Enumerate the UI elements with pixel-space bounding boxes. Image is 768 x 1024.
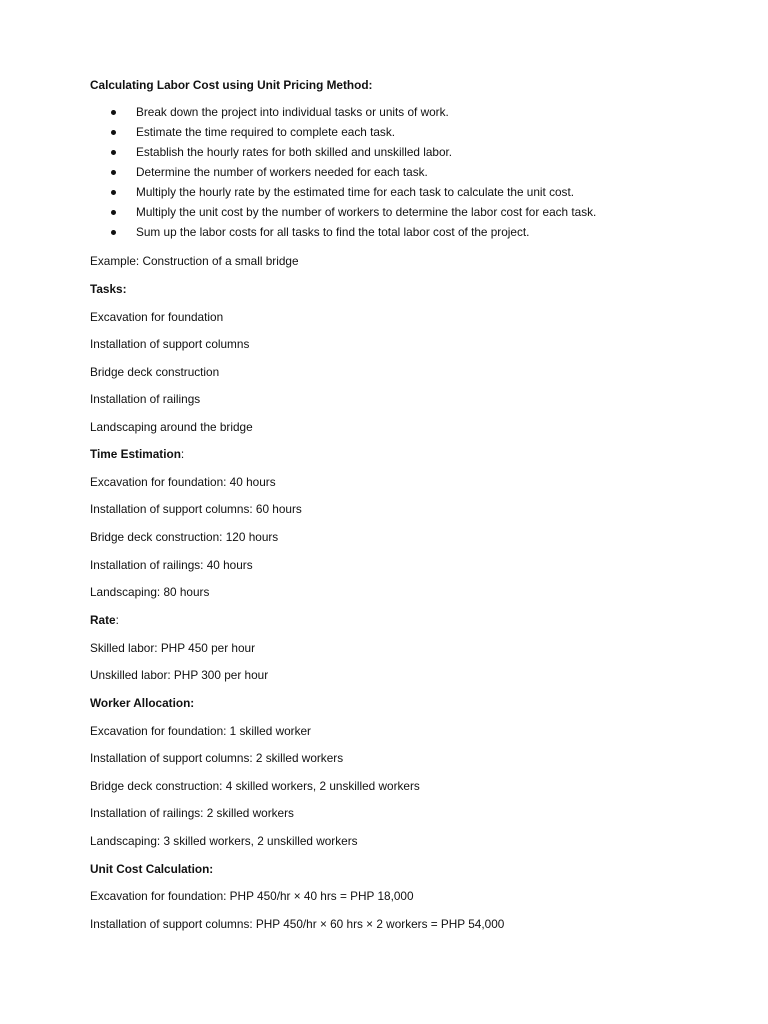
document-page: Calculating Labor Cost using Unit Pricing Method: Break down the project into individual tasks or units of work. Estimate the time required to complete each task. Establish the hourly rates for both skilled and unskilled labor. Determine the number of workers needed for each task. Multiply the hourly rate by the estimated time for each task to calculate the unit cost. Multiply the unit cost by the number of workers to determine the labor cost for each task. Sum up the labor costs for all tasks to find the total labor cost of the project. Example: Construction of a small bridge Tasks: Excavation for foundation Installation of support columns Bridge deck construction Installation of railings Landscaping around the bridge Time Estimation: Excavation for foundation: 40 hours Installation of support columns: 60 hours Bridge deck construction: 120 hours Installation of railings: 40 hours Landscaping: 80 hours Rate: Skilled labor: PHP 450 per hour Unskilled labor: PHP 300 per hour Worker Allocation: Excavation for foundation: 1 skilled worker Installation of support columns: 2 skilled workers Bridge deck construction: 4 skilled workers, 2 unskilled workers Installation of railings: 2 skilled workers Landscaping: 3 skilled workers, 2 unskilled workers Unit Cost Calculation: Excavation for foundation: PHP 450/hr × 40 hrs = PHP 18,000 Installation of support columns: PHP 450/hr × 60 hrs × 2 workers = PHP 54,000 [90, 78, 597, 931]
task-item: Excavation for foundation [90, 310, 224, 324]
time-estimation-item: Installation of railings: 40 hours [90, 558, 253, 572]
unit-cost-item: Excavation for foundation: PHP 450/hr × 40 hrs = PHP 18,000 [90, 889, 414, 903]
document-heading: Calculating Labor Cost using Unit Pricing Method: [90, 78, 373, 92]
bullet-icon [111, 150, 116, 155]
task-item: Bridge deck construction [90, 365, 220, 379]
worker-allocation-item: Landscaping: 3 skilled workers, 2 unskilled workers [90, 834, 358, 848]
worker-allocation-item: Installation of railings: 2 skilled workers [90, 806, 294, 820]
bullet-icon [111, 170, 116, 175]
tasks-heading: Tasks: [90, 282, 127, 296]
worker-allocation-heading: Worker Allocation: [90, 696, 195, 710]
worker-allocation-item: Bridge deck construction: 4 skilled workers, 2 unskilled workers [90, 779, 420, 793]
bullet-icon [111, 210, 116, 215]
bullet-icon [111, 230, 116, 235]
time-estimation-item: Bridge deck construction: 120 hours [90, 530, 279, 544]
unit-cost-item: Installation of support columns: PHP 450/hr × 60 hrs × 2 workers = PHP 54,000 [90, 917, 505, 931]
task-item: Installation of railings [90, 392, 201, 406]
bullet-icon [111, 110, 116, 115]
bullet-icon [111, 190, 116, 195]
task-item: Landscaping around the bridge [90, 420, 253, 434]
time-estimation-item: Excavation for foundation: 40 hours [90, 475, 276, 489]
bullet-icon [111, 130, 116, 135]
rate-item: Unskilled labor: PHP 300 per hour [90, 668, 269, 682]
time-estimation-item: Installation of support columns: 60 hours [90, 502, 302, 516]
task-item: Installation of support columns [90, 337, 250, 351]
unit-cost-heading: Unit Cost Calculation: [90, 862, 214, 876]
rate-item: Skilled labor: PHP 450 per hour [90, 641, 256, 655]
time-estimation-item: Landscaping: 80 hours [90, 585, 210, 599]
example-line: Example: Construction of a small bridge [90, 254, 299, 268]
worker-allocation-item: Installation of support columns: 2 skilled workers [90, 751, 344, 765]
worker-allocation-item: Excavation for foundation: 1 skilled worker [90, 724, 311, 738]
rate-heading: Rate: [90, 613, 119, 627]
time-estimation-heading: Time Estimation: [90, 447, 185, 461]
